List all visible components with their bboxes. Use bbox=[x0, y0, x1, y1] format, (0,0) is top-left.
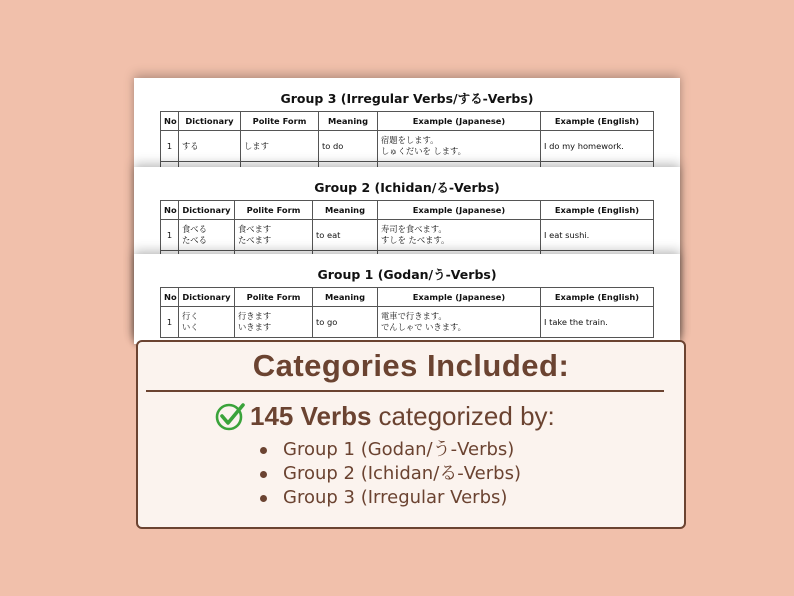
cell-example-english: I eat sushi. bbox=[541, 220, 654, 251]
cell-polite: 行きます いきます bbox=[235, 307, 313, 338]
list-item bbox=[260, 462, 521, 486]
column-header: Dictionary bbox=[179, 112, 241, 131]
column-header: Example (English) bbox=[541, 288, 654, 307]
card-title: Categories Included: bbox=[252, 348, 570, 383]
category-list bbox=[260, 438, 521, 510]
verb-table bbox=[160, 287, 654, 338]
table-row bbox=[161, 307, 654, 338]
column-header: Example (Japanese) bbox=[378, 112, 541, 131]
cell-example-japanese: 寿司を食べます。 すしを たべます。 bbox=[378, 220, 541, 251]
cell-no: 1 bbox=[161, 131, 179, 162]
column-header: No bbox=[161, 112, 179, 131]
cell-meaning: to go bbox=[313, 307, 378, 338]
column-header: Polite Form bbox=[241, 112, 319, 131]
verb-count-headline bbox=[214, 400, 555, 432]
cell-dictionary: 行く いく bbox=[179, 307, 235, 338]
column-header: Dictionary bbox=[179, 201, 235, 220]
table-header-row bbox=[161, 112, 654, 131]
cell-no: 1 bbox=[161, 307, 179, 338]
bullet-icon bbox=[260, 447, 267, 454]
list-item bbox=[260, 438, 521, 462]
cell-meaning: to do bbox=[319, 131, 378, 162]
bullet-icon bbox=[260, 495, 267, 502]
table-header-row bbox=[161, 201, 654, 220]
column-header: No bbox=[161, 288, 179, 307]
sheet-title: Group 3 (Irregular Verbs/する-Verbs) bbox=[280, 91, 534, 106]
table-header-row bbox=[161, 288, 654, 307]
verb-table bbox=[160, 200, 654, 260]
column-header: No bbox=[161, 201, 179, 220]
column-header: Example (English) bbox=[541, 201, 654, 220]
column-header: Example (English) bbox=[541, 112, 654, 131]
column-header: Polite Form bbox=[235, 288, 313, 307]
column-header: Example (Japanese) bbox=[378, 288, 541, 307]
cell-dictionary: する bbox=[179, 131, 241, 162]
categories-card bbox=[136, 340, 686, 529]
cell-example-english: I do my homework. bbox=[541, 131, 654, 162]
cell-meaning: to eat bbox=[313, 220, 378, 251]
column-header: Meaning bbox=[313, 288, 378, 307]
column-header: Example (Japanese) bbox=[378, 201, 541, 220]
check-circle-icon bbox=[214, 400, 246, 432]
verb-count: 145 Verbs bbox=[250, 400, 372, 431]
cell-example-japanese: 電車で行きます。 でんしゃで いきます。 bbox=[378, 307, 541, 338]
category-label: Group 2 (Ichidan/る-Verbs) bbox=[283, 463, 521, 484]
category-label: Group 1 (Godan/う-Verbs) bbox=[283, 439, 515, 460]
sheet-title: Group 1 (Godan/う-Verbs) bbox=[317, 267, 497, 282]
worksheet-group-1 bbox=[134, 254, 680, 344]
cell-example-english: I take the train. bbox=[541, 307, 654, 338]
divider bbox=[146, 390, 664, 392]
column-header: Dictionary bbox=[179, 288, 235, 307]
list-item bbox=[260, 486, 521, 510]
column-header: Meaning bbox=[319, 112, 378, 131]
bullet-icon bbox=[260, 471, 267, 478]
table-row bbox=[161, 220, 654, 251]
verb-table bbox=[160, 111, 654, 171]
cell-dictionary: 食べる たべる bbox=[179, 220, 235, 251]
table-row bbox=[161, 131, 654, 162]
sheet-title: Group 2 (Ichidan/る-Verbs) bbox=[314, 180, 500, 195]
cell-polite: 食べます たべます bbox=[235, 220, 313, 251]
category-label: Group 3 (Irregular Verbs) bbox=[283, 487, 508, 508]
column-header: Polite Form bbox=[235, 201, 313, 220]
column-header: Meaning bbox=[313, 201, 378, 220]
cell-polite: します bbox=[241, 131, 319, 162]
cell-no: 1 bbox=[161, 220, 179, 251]
cell-example-japanese: 宿題をします。 しゅくだいを します。 bbox=[378, 131, 541, 162]
headline-text: categorized by: bbox=[378, 400, 555, 431]
